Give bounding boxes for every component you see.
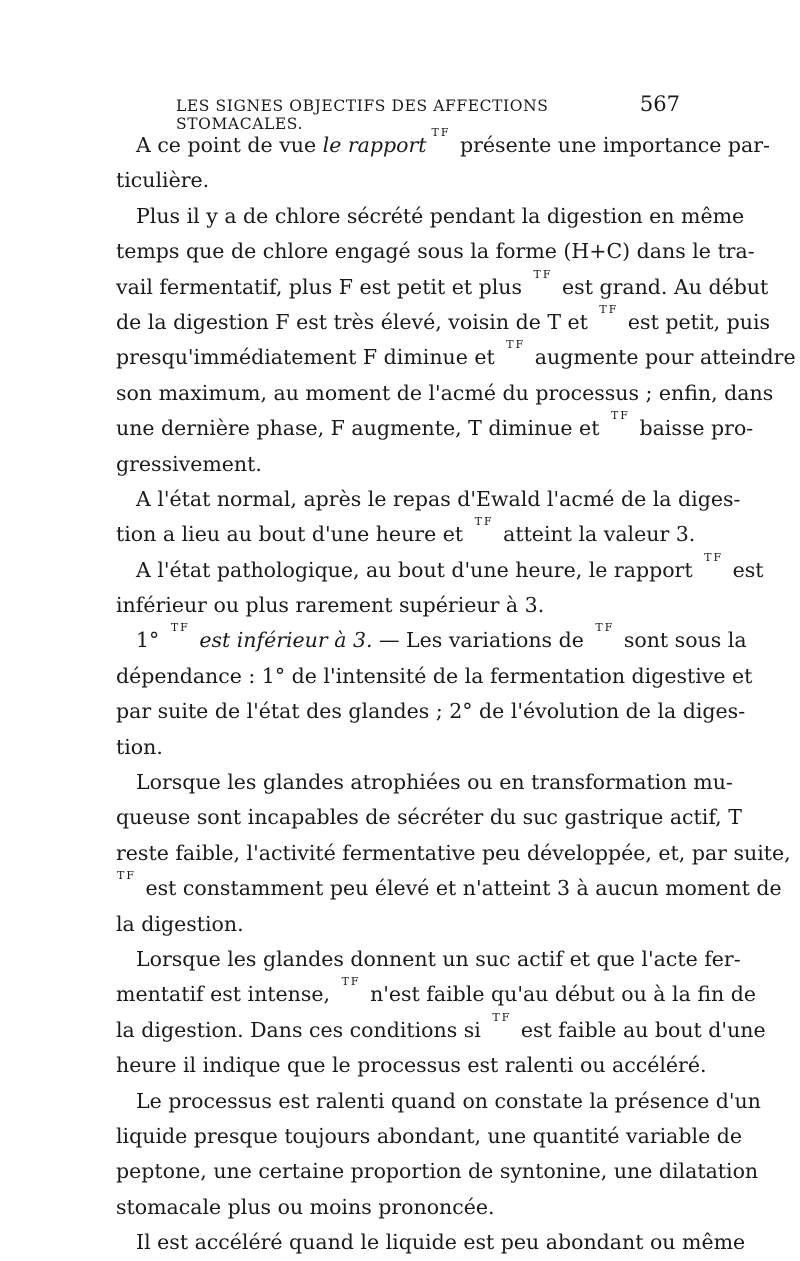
italic-fragment: le rapport <box>322 133 427 157</box>
text-line: gressivement. <box>116 451 262 476</box>
text-line: de la digestion F est très élevé, voisin de T et T F est petit, puis <box>116 305 686 340</box>
running-title: LES SIGNES OBJECTIFS DES AFFECTIONS STOMACALES. <box>176 97 549 133</box>
text-fragment: présente une importance par- <box>453 133 770 157</box>
text-line: stomacale plus ou moins prononcée. <box>116 1194 495 1219</box>
text-line: tion a lieu au bout d'une heure et T F atteint la valeur 3. <box>116 517 686 552</box>
fraction-t-over-f: T F <box>533 267 551 281</box>
text-line: peptone, une certaine proportion de syntonine, une dilatation <box>116 1159 759 1184</box>
text-line: son maximum, au moment de l'acmé du processus ; enfin, dans <box>116 380 774 405</box>
fraction-t-over-f: T F <box>431 126 449 139</box>
text-line: A l'état normal, après le repas d'Ewald l'acmé de la diges- <box>136 486 741 511</box>
fraction-t-over-f: T F <box>610 409 628 423</box>
body-text <box>116 126 796 1261</box>
text-line: Il est accéléré quand le liquide est peu abondant ou même <box>136 1230 746 1255</box>
text-line: la digestion. <box>116 911 244 936</box>
text-line: la digestion. Dans ces conditions si T F est faible au bout d'une <box>116 1013 686 1048</box>
text-line: Plus il y a de chlore sécrété pendant la digestion en même <box>136 203 745 228</box>
text-line: A l'état pathologique, au bout d'une heure, le rapport T F est <box>116 553 686 588</box>
text-line: 1° T F est inférieur à 3. — Les variations de T F sont sous la <box>116 623 686 658</box>
text-line: T F est constamment peu élevé et n'atteint 3 à aucun moment de <box>116 871 686 906</box>
text-line: presqu'immédiatement F diminue et T F augmente pour atteindre <box>116 340 686 375</box>
text-line: Lorsque les glandes donnent un suc actif et que l'acte fer- <box>136 946 741 971</box>
fraction-t-over-f: T F <box>117 869 134 883</box>
page-number: 567 <box>639 92 680 116</box>
text-line: liquide presque toujours abondant, une quantité variable de <box>116 1123 742 1148</box>
text-line: queuse sont incapables de sécréter du suc gastrique actif, T <box>116 805 742 830</box>
text-line: une dernière phase, F augmente, T diminue et T F baisse pro- <box>116 411 686 446</box>
fraction-t-over-f: T F <box>595 621 613 635</box>
text-line: ticulière. <box>116 168 210 193</box>
text-line: dépendance : 1° de l'intensité de la fermentation digestive et <box>116 663 753 688</box>
text-line: temps que de chlore engagé sous la forme (H+C) dans le tra- <box>116 239 755 264</box>
text-line: reste faible, l'activité fermentative peu développée, et, par suite, <box>116 840 791 865</box>
fraction-t-over-f: T F <box>506 338 524 352</box>
text-fragment: A ce point de vue <box>136 133 323 157</box>
fraction-t-over-f: T F <box>704 550 722 564</box>
text-line: Le processus est ralenti quand on constate la présence d'un <box>136 1088 761 1113</box>
fraction-t-over-f: T F <box>341 975 359 989</box>
text-line: mentatif est intense, T F n'est faible qu'au début ou à la fin de <box>116 977 686 1012</box>
text-line: Lorsque les glandes atrophiées ou en transformation mu- <box>136 770 733 795</box>
text-line: inférieur ou plus rarement supérieur à 3. <box>116 593 545 618</box>
text-line: heure il indique que le processus est ralenti ou accéléré. <box>116 1053 707 1078</box>
fraction-t-over-f: T F <box>170 621 188 635</box>
text-line <box>116 126 770 163</box>
text-line: vail fermentatif, plus F est petit et plus T F est grand. Au début <box>116 270 686 305</box>
fraction-t-over-f: T F <box>492 1010 510 1024</box>
text-line: par suite de l'état des glandes ; 2° de l'évolution de la diges- <box>116 699 746 724</box>
fraction-t-over-f: T F <box>474 515 492 529</box>
italic-fragment: est inférieur à 3. <box>192 628 373 653</box>
fraction-t-over-f: T F <box>599 302 617 316</box>
text-line: tion. <box>116 734 163 759</box>
